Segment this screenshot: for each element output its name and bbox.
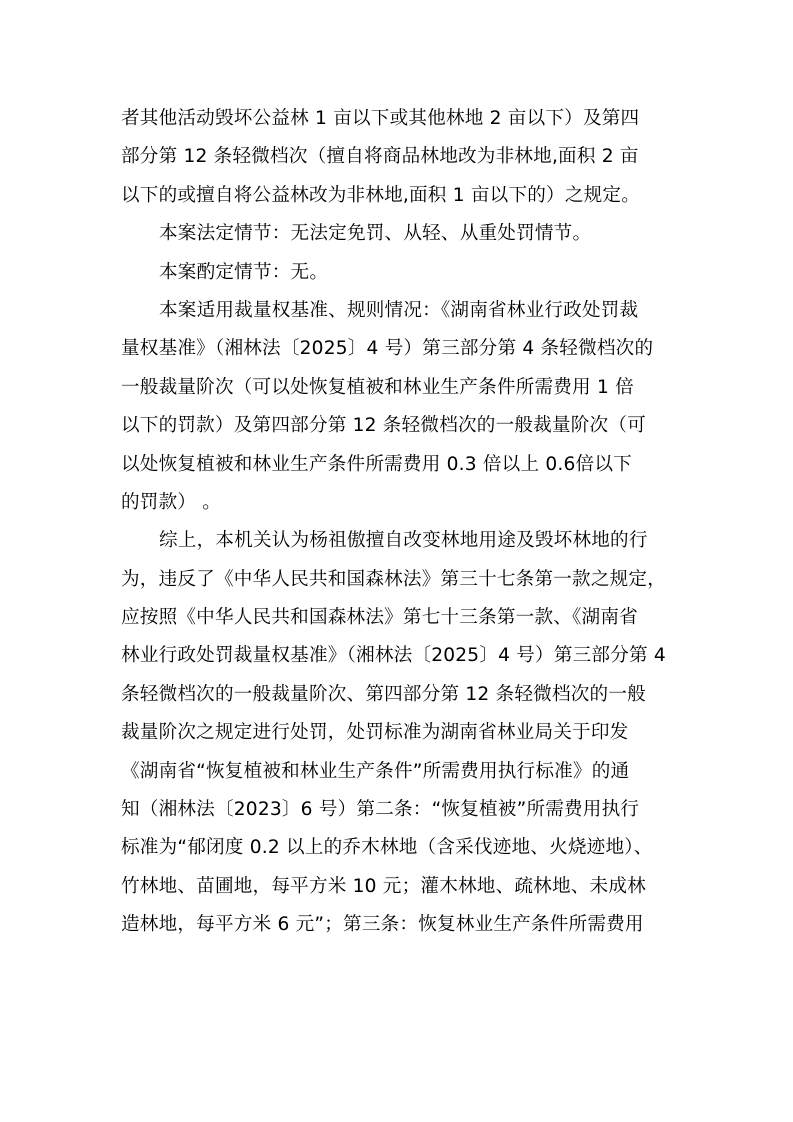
paragraph-discretion-benchmark: 本案适用裁量权基准、规则情况：《湖南省林业行政处罚裁 (159, 299, 639, 321)
paragraph-discretionary-circumstances: 本案酌定情节：无。 (159, 261, 329, 283)
text-line: 量权基准》（湘林法〔2025〕4 号）第三部分第 4 条轻微档次的 (121, 338, 654, 360)
text-line: 为，违反了《中华人民共和国森林法》第三十七条第一款之规定， (121, 568, 667, 590)
paragraph-legal-circumstances: 本案法定情节：无法定免罚、从轻、从重处罚情节。 (159, 223, 592, 245)
paragraph-conclusion: 综上，本机关认为杨祖傲擅自改变林地用途及毁坏林地的行 (159, 530, 648, 552)
text-line: 标准为“郁闭度 0.2 以上的乔木林地（含采伐迹地、火烧迹地）、 (121, 837, 653, 859)
text-line: 部分第 12 条轻微档次（擅自将商品林地改为非林地,面积 2 亩 (121, 146, 639, 168)
text-line: 的罚款） 。 (121, 491, 222, 513)
text-line: 应按照《中华人民共和国森林法》第七十三条第一款、《湖南省 (121, 607, 638, 629)
text-line: 知（湘林法〔2023〕6 号）第二条：“恢复植被”所需费用执行 (121, 799, 640, 821)
text-line: 裁量阶次之规定进行处罚，处罚标准为湖南省林业局关于印发 (121, 722, 629, 744)
text-line: 以下的罚款）及第四部分第 12 条轻微档次的一般裁量阶次（可 (121, 415, 646, 437)
text-line: 造林地，每平方米 6 元”；第三条：恢复林业生产条件所需费用 (121, 914, 644, 936)
text-line: 以处恢复植被和林业生产条件所需费用 0.3 倍以上 0.6倍以下 (121, 453, 632, 475)
text-line: 林业行政处罚裁量权基准》（湘林法〔2025〕4 号）第三部分第 4 (121, 645, 666, 667)
text-line: 《湖南省“恢复植被和林业生产条件”所需费用执行标准》的通 (121, 760, 630, 782)
text-line: 竹林地、苗圃地，每平方米 10 元；灌木林地、疏林地、未成林 (121, 875, 646, 897)
document-body (121, 100, 681, 945)
text-line: 一般裁量阶次（可以处恢复植被和林业生产条件所需费用 1 倍 (121, 376, 634, 398)
text-line: 以下的或擅自将公益林改为非林地,面积 1 亩以下的）之规定。 (121, 184, 640, 206)
text-line: 者其他活动毁坏公益林 1 亩以下或其他林地 2 亩以下）及第四 (121, 108, 640, 129)
text-line: 条轻微档次的一般裁量阶次、第四部分第 12 条轻微档次的一般 (121, 683, 646, 705)
